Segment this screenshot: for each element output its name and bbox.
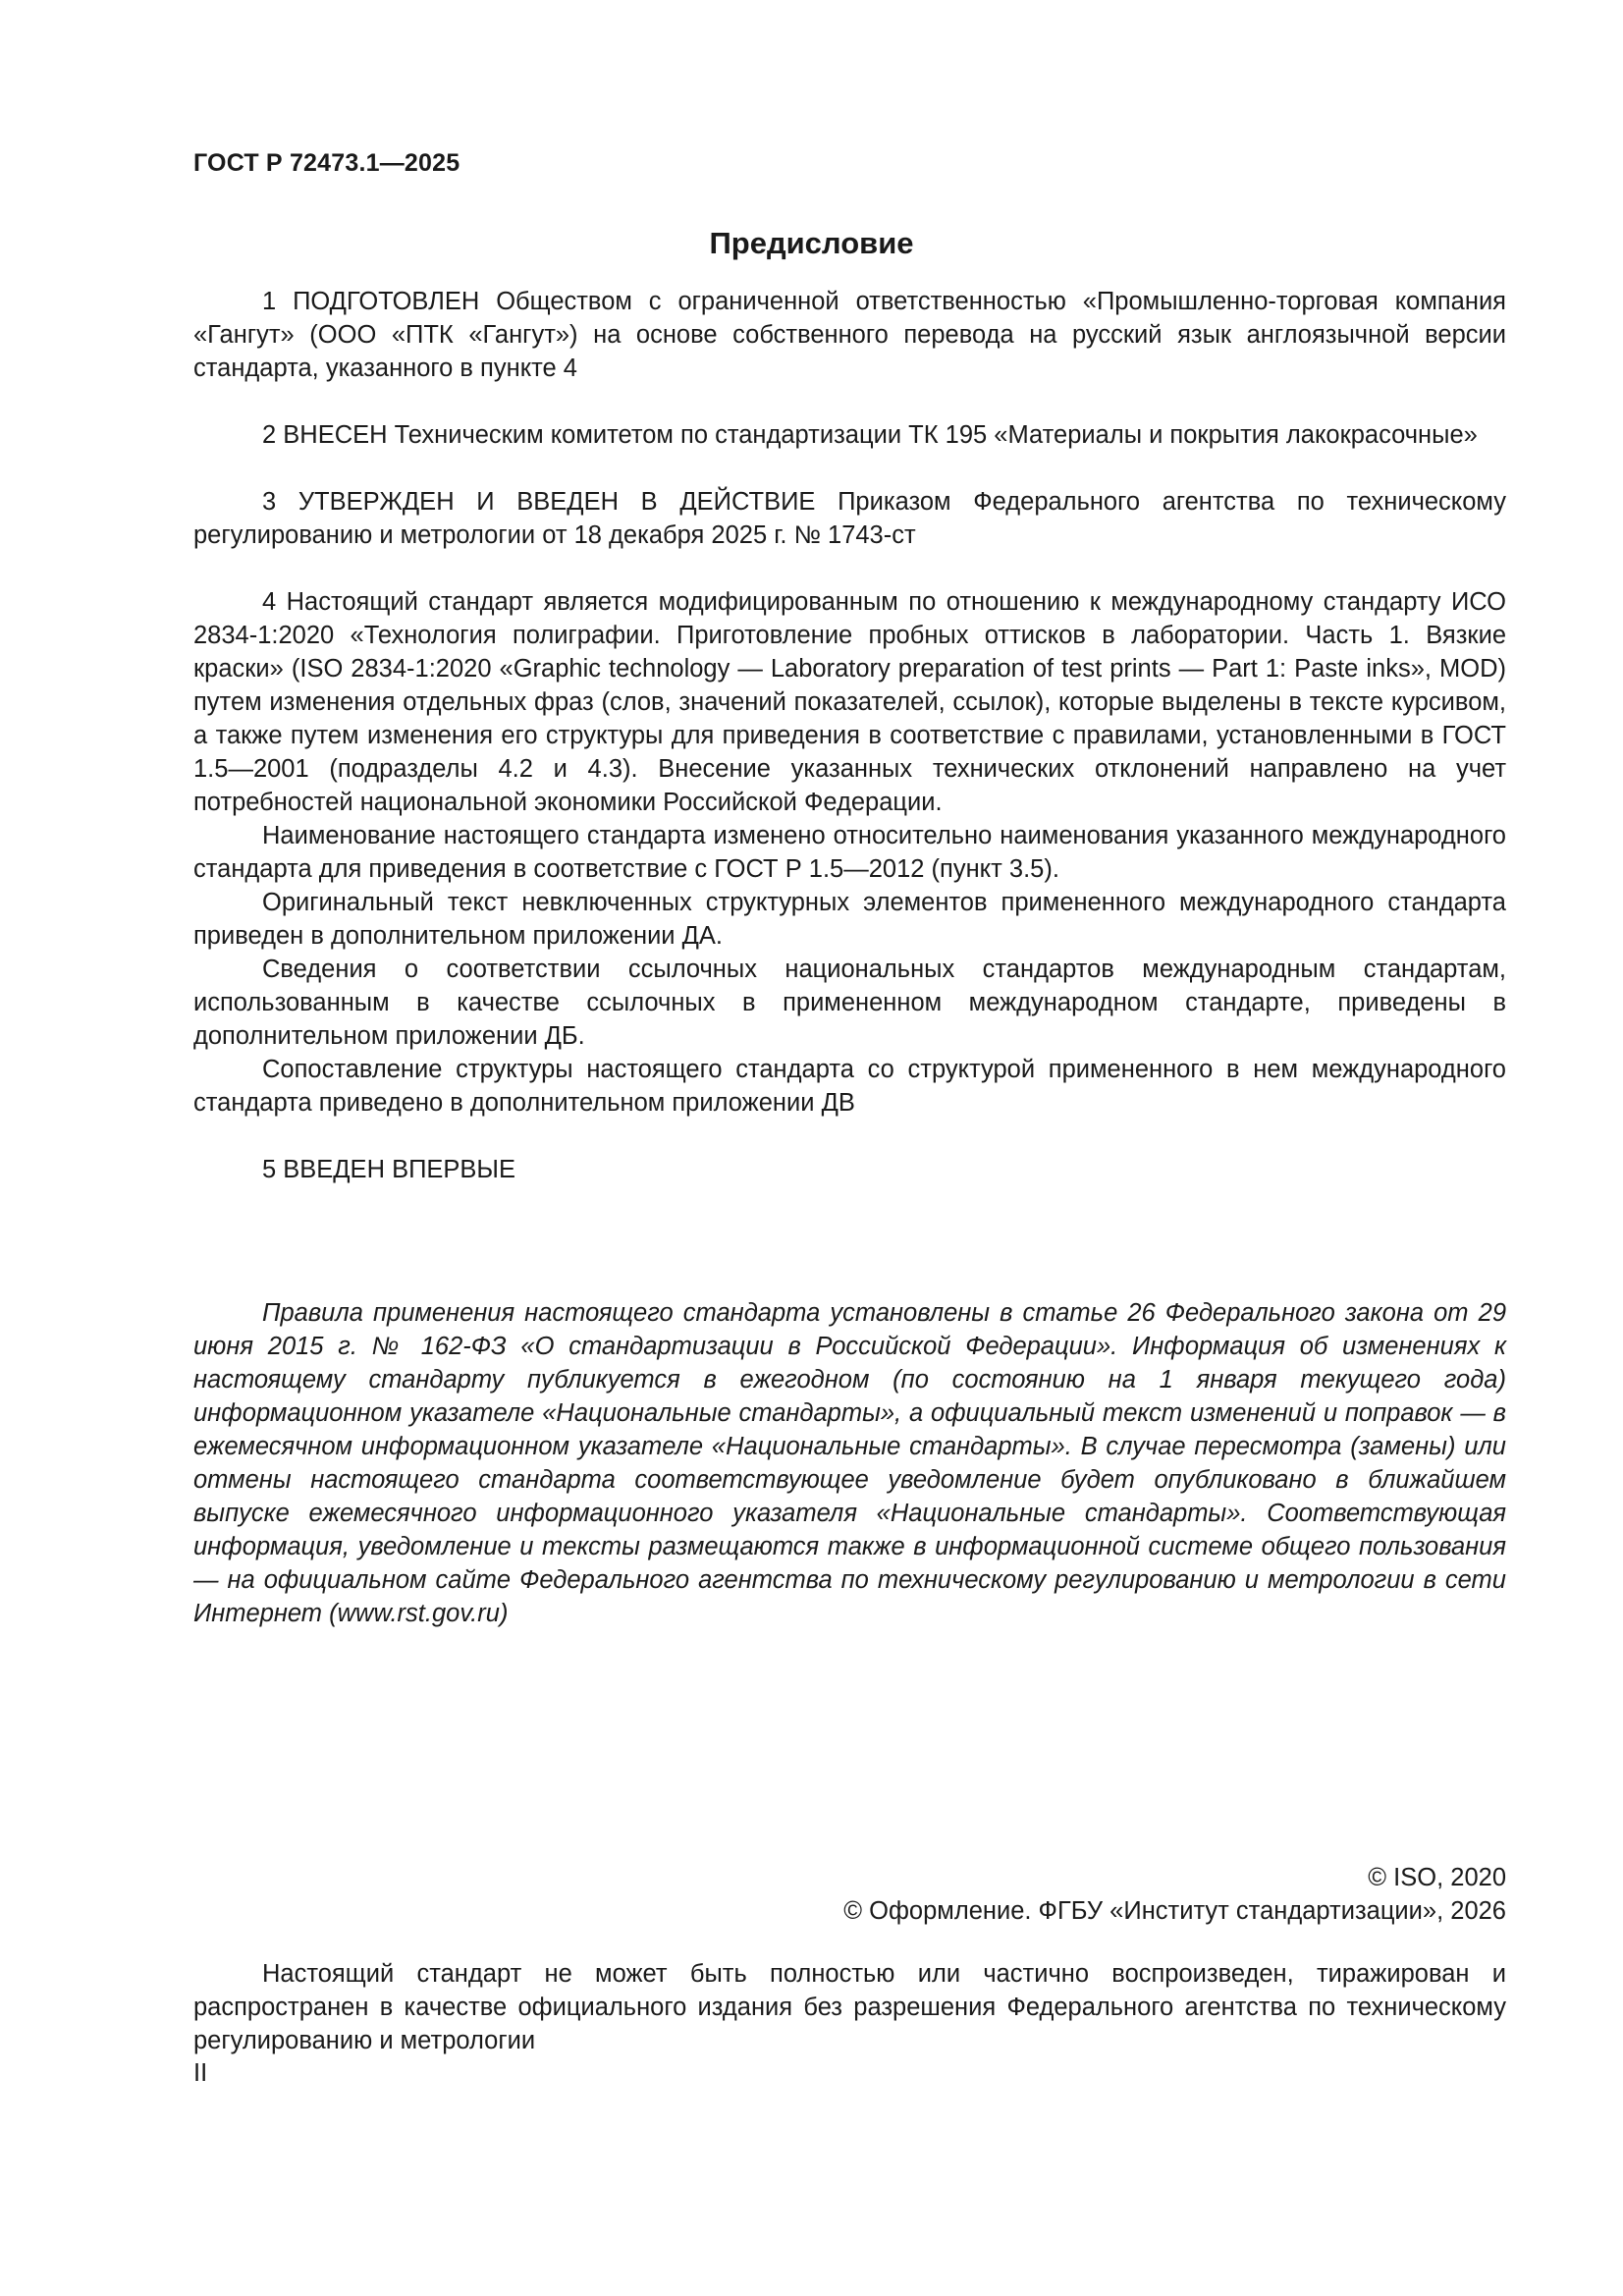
foreword-item-2: 2 ВНЕСЕН Техническим комитетом по стандартизации ТК 195 «Материалы и покрытия лакокрасочные» — [262, 421, 1478, 449]
spacer — [193, 552, 1506, 585]
foreword-body — [193, 285, 1506, 1186]
spacer — [193, 1120, 1506, 1153]
page-number: II — [193, 2059, 208, 2087]
foreword-item-4-appendix-db: Сведения о соответствии ссылочных национальных стандартов международным стандартам, использованным в качестве ссылочных в примененном международном стандарте, приведены в дополнительном приложении ДБ. — [193, 956, 1506, 1050]
foreword-item-4: 4 Настоящий стандарт является модифицированным по отношению к международному стандарту ИСО 2834-1:2020 «Технология полиграфии. Приготовление пробных оттисков в лаборатории. Часть 1. Вязкие краски» (ISO 2834-1:2020 «Graphic technology — Laboratory preparation of test prints — Part 1: Paste inks», MOD) путем изменения отдельных фраз (слов, значений показателей, ссылок), которые выделены в тексте курсивом, а также путем изменения его структуры для приведения в соответствие с правилами, установленными в ГОСТ 1.5—2001 (подразделы 4.2 и 4.3). Внесение указанных технических отклонений направлено на учет потребностей национальной экономики Российской Федерации. — [193, 588, 1506, 816]
spacer — [193, 385, 1506, 418]
copyright-block — [843, 1861, 1506, 1928]
foreword-item-5: 5 ВВЕДЕН ВПЕРВЫЕ — [262, 1156, 516, 1183]
copyright-iso: © ISO, 2020 — [1368, 1864, 1506, 1891]
foreword-item-4-appendix-da: Оригинальный текст невключенных структурных элементов примененного международного стандарта приведен в дополнительном приложении ДА. — [193, 889, 1506, 950]
document-id: ГОСТ Р 72473.1—2025 — [193, 149, 460, 177]
foreword-item-3: 3 УТВЕРЖДЕН И ВВЕДЕН В ДЕЙСТВИЕ Приказом Федерального агентства по техническому регулированию и метрологии от 18 декабря 2025 г. № 1743-ст — [193, 488, 1506, 549]
foreword-item-1: 1 ПОДГОТОВЛЕН Обществом с ограниченной ответственностью «Промышленно-торговая компания «Гангут» (ООО «ПТК «Гангут») на основе собственного перевода на русский язык англоязычной версии стандарта, указанного в пункте 4 — [193, 288, 1506, 382]
application-rules-notice: Правила применения настоящего стандарта установлены в статье 26 Федерального закона от 29 июня 2015 г. № 162-ФЗ «О стандартизации в Российской Федерации». Информация об изменениях к настоящему стандарту публикуется в ежегодном (по состоянию на 1 января текущего года) информационном указателе «Национальные стандарты», а официальный текст изменений и поправок — в ежемесячном информационном указателе «Национальные стандарты». В случае пересмотра (замены) или отмены настоящего стандарта соответствующее уведомление будет опубликовано в ближайшем выпуске ежемесячного информационного указателя «Национальные стандарты». Соответствующая информация, уведомление и тексты размещаются также в информационной системе общего пользования — на официальном сайте Федерального агентства по техническому регулированию и метрологии в сети Интернет (www.rst.gov.ru) — [193, 1299, 1506, 1627]
foreword-item-4-appendix-dv: Сопоставление структуры настоящего стандарта со структурой примененного в нем международного стандарта приведено в дополнительном приложении ДВ — [193, 1056, 1506, 1117]
reproduction-notice: Настоящий стандарт не может быть полностью или частично воспроизведен, тиражирован и распространен в качестве официального издания без разрешения Федерального агентства по техническому регулированию и метрологии — [193, 1960, 1506, 2054]
spacer — [193, 452, 1506, 485]
foreword-item-4-title-note: Наименование настоящего стандарта изменено относительно наименования указанного международного стандарта для приведения в соответствие с ГОСТ Р 1.5—2012 (пункт 3.5). — [193, 822, 1506, 883]
copyright-design: © Оформление. ФГБУ «Институт стандартизации», 2026 — [843, 1897, 1506, 1925]
page-title: Предисловие — [709, 226, 914, 260]
